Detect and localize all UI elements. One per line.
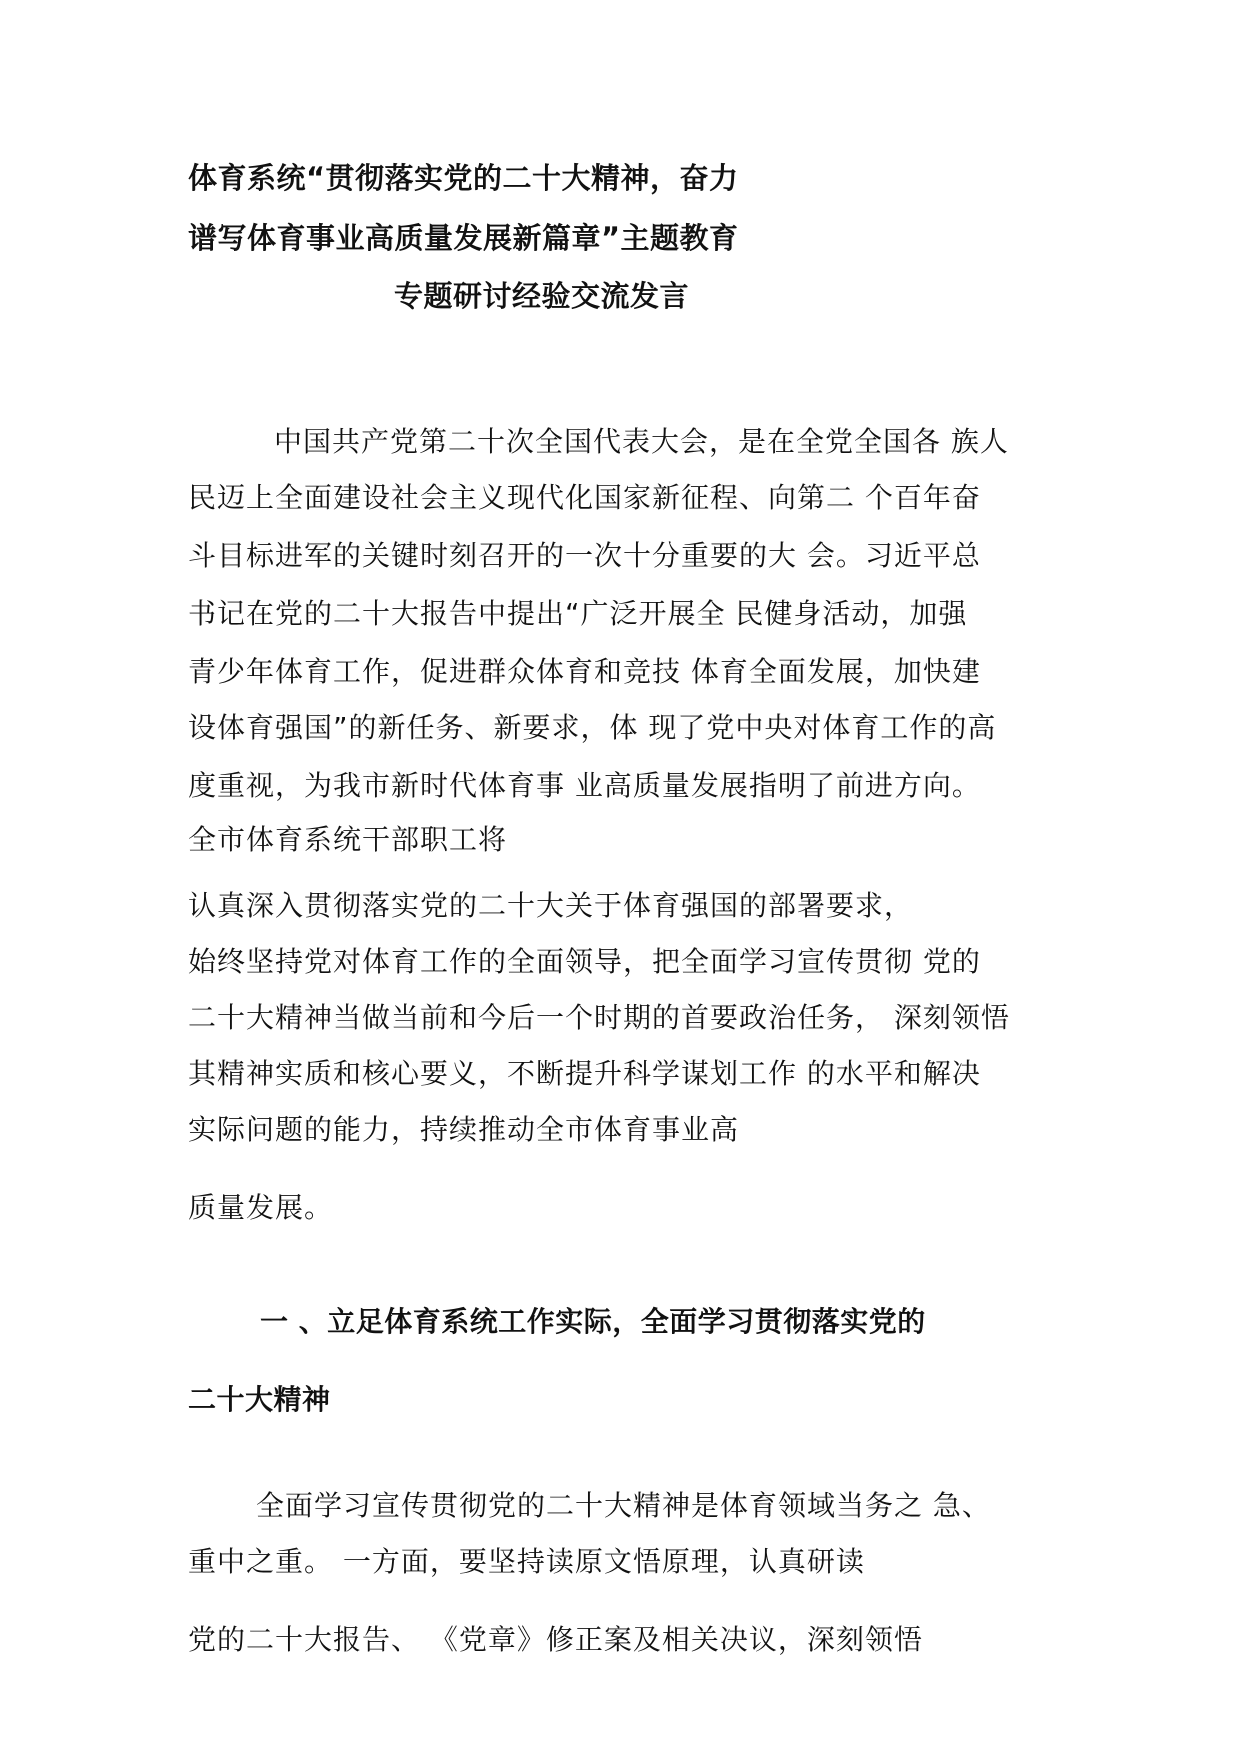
paragraph-5-line-1: 党的二十大报告、 《党章》修正案及相关决议，深刻领悟	[188, 1623, 923, 1656]
paragraph-1-line-2: 民迈上全面建设社会主义现代化国家新征程、向第二 个百年奋	[188, 481, 981, 514]
paragraph-2-line-3: 二十大精神当做当前和今后一个时期的首要政治任务， 深刻领悟	[188, 1001, 1010, 1034]
paragraph-1-line-8: 全市体育系统干部职工将	[188, 823, 508, 856]
paragraph-1-line-7: 度重视，为我市新时代体育事 业高质量发展指明了前进方向。	[188, 769, 981, 802]
document-title-line-1: 体育系统“贯彻落实党的二十大精神，奋力	[188, 161, 739, 195]
paragraph-1-line-1: 中国共产党第二十次全国代表大会，是在全党全国各 族人	[274, 425, 1009, 458]
section-1-heading-line-2: 二十大精神	[188, 1383, 331, 1416]
paragraph-2-line-4: 其精神实质和核心要义，不断提升科学谋划工作 的水平和解决	[188, 1057, 981, 1090]
section-1-heading-line-1: 一 、立足体育系统工作实际，全面学习贯彻落实党的	[260, 1305, 926, 1338]
paragraph-1-line-4: 书记在党的二十大报告中提出“广泛开展全 民健身活动，加强	[188, 597, 968, 630]
paragraph-1-line-5: 青少年体育工作，促进群众体育和竞技 体育全面发展，加快建	[188, 655, 981, 688]
document-title-line-3: 专题研讨经验交流发言	[394, 279, 690, 313]
paragraph-3-line-1: 质量发展。	[188, 1191, 334, 1224]
document-title-line-2: 谱写体育事业高质量发展新篇章”主题教育	[188, 221, 739, 255]
paragraph-2-line-5: 实际问题的能力，持续推动全市体育事业高	[188, 1113, 740, 1146]
paragraph-4-line-1: 全面学习宣传贯彻党的二十大精神是体育领域当务之 急、	[256, 1489, 991, 1522]
paragraph-1-line-6: 设体育强国”的新任务、新要求，体 现了党中央对体育工作的高	[188, 711, 997, 744]
paragraph-2-line-2: 始终坚持党对体育工作的全面领导，把全面学习宣传贯彻 党的	[188, 945, 981, 978]
paragraph-2-line-1: 认真深入贯彻落实党的二十大关于体育强国的部署要求，	[188, 889, 914, 922]
paragraph-4-line-2: 重中之重。 一方面，要坚持读原文悟原理，认真研读	[188, 1545, 865, 1578]
paragraph-1-line-3: 斗目标进军的关键时刻召开的一次十分重要的大 会。习近平总	[188, 539, 981, 572]
